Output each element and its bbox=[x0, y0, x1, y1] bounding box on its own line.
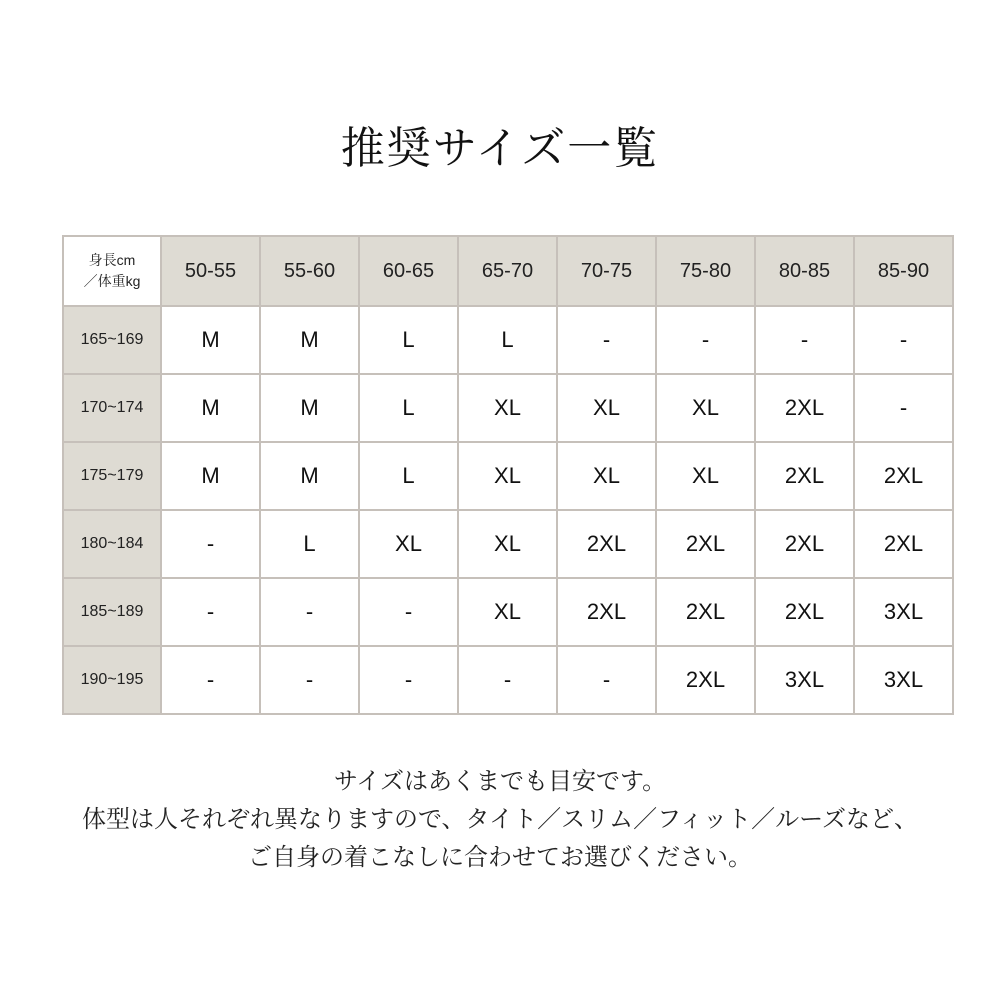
column-header: 50-55 bbox=[161, 236, 260, 306]
table-cell: M bbox=[161, 306, 260, 374]
corner-header bbox=[63, 236, 161, 306]
row-header: 165~169 bbox=[63, 306, 161, 374]
table-cell: - bbox=[161, 646, 260, 714]
table-cell: 2XL bbox=[557, 510, 656, 578]
table-cell: 3XL bbox=[854, 578, 953, 646]
table-cell: - bbox=[557, 646, 656, 714]
note-line: サイズはあくまでも目安です。 bbox=[333, 767, 667, 795]
size-chart-table bbox=[62, 235, 954, 715]
table-cell: M bbox=[260, 442, 359, 510]
row-header: 175~179 bbox=[63, 442, 161, 510]
table-row bbox=[63, 646, 953, 714]
table-cell: 2XL bbox=[755, 578, 854, 646]
column-header: 60-65 bbox=[359, 236, 458, 306]
table-cell: - bbox=[359, 578, 458, 646]
column-header: 75-80 bbox=[656, 236, 755, 306]
row-header: 185~189 bbox=[63, 578, 161, 646]
table-cell: - bbox=[854, 374, 953, 442]
table-cell: XL bbox=[458, 510, 557, 578]
table-row bbox=[63, 578, 953, 646]
table-cell: XL bbox=[359, 510, 458, 578]
table-cell: 2XL bbox=[755, 442, 854, 510]
table-cell: L bbox=[260, 510, 359, 578]
table-cell: M bbox=[161, 442, 260, 510]
note-line: 体型は人それぞれ異なりますので、タイト／スリム／フィット／ルーズなど、 bbox=[82, 805, 918, 833]
page-title: 推奨サイズ一覧 bbox=[340, 123, 660, 174]
table-cell: 2XL bbox=[656, 646, 755, 714]
table-cell: 2XL bbox=[854, 442, 953, 510]
table-cell: - bbox=[854, 306, 953, 374]
table-cell: M bbox=[161, 374, 260, 442]
table-cell: L bbox=[359, 306, 458, 374]
table-cell: 2XL bbox=[854, 510, 953, 578]
table-cell: 2XL bbox=[557, 578, 656, 646]
table-cell: M bbox=[260, 374, 359, 442]
column-header: 70-75 bbox=[557, 236, 656, 306]
table-cell: - bbox=[755, 306, 854, 374]
table-cell: 2XL bbox=[656, 510, 755, 578]
table-cell: XL bbox=[557, 374, 656, 442]
table-cell: - bbox=[557, 306, 656, 374]
table-cell: 3XL bbox=[854, 646, 953, 714]
corner-height-label: 身長cm bbox=[88, 252, 136, 268]
table-cell: - bbox=[458, 646, 557, 714]
table-cell: - bbox=[161, 510, 260, 578]
table-row bbox=[63, 306, 953, 374]
table-cell: XL bbox=[557, 442, 656, 510]
table-cell: XL bbox=[656, 374, 755, 442]
table-cell: 2XL bbox=[755, 374, 854, 442]
table-row bbox=[63, 374, 953, 442]
note-line: ご自身の着こなしに合わせてお選びください。 bbox=[248, 843, 752, 871]
table-row bbox=[63, 442, 953, 510]
table-cell: XL bbox=[458, 442, 557, 510]
column-header: 55-60 bbox=[260, 236, 359, 306]
table-cell: XL bbox=[458, 578, 557, 646]
table-cell: 2XL bbox=[656, 578, 755, 646]
column-header: 80-85 bbox=[755, 236, 854, 306]
table-cell: L bbox=[359, 442, 458, 510]
table-cell: - bbox=[260, 578, 359, 646]
table-cell: - bbox=[161, 578, 260, 646]
table-row bbox=[63, 510, 953, 578]
table-cell: M bbox=[260, 306, 359, 374]
row-header: 170~174 bbox=[63, 374, 161, 442]
corner-weight-label: ／体重kg bbox=[83, 273, 141, 289]
table-cell: - bbox=[359, 646, 458, 714]
column-header: 85-90 bbox=[854, 236, 953, 306]
table-cell: - bbox=[656, 306, 755, 374]
size-note bbox=[0, 762, 1000, 876]
table-cell: 2XL bbox=[755, 510, 854, 578]
table-header-row bbox=[63, 236, 953, 306]
table-cell: XL bbox=[458, 374, 557, 442]
table-cell: - bbox=[260, 646, 359, 714]
table-cell: 3XL bbox=[755, 646, 854, 714]
row-header: 190~195 bbox=[63, 646, 161, 714]
table-cell: L bbox=[359, 374, 458, 442]
table-cell: XL bbox=[656, 442, 755, 510]
column-header: 65-70 bbox=[458, 236, 557, 306]
table-cell: L bbox=[458, 306, 557, 374]
row-header: 180~184 bbox=[63, 510, 161, 578]
